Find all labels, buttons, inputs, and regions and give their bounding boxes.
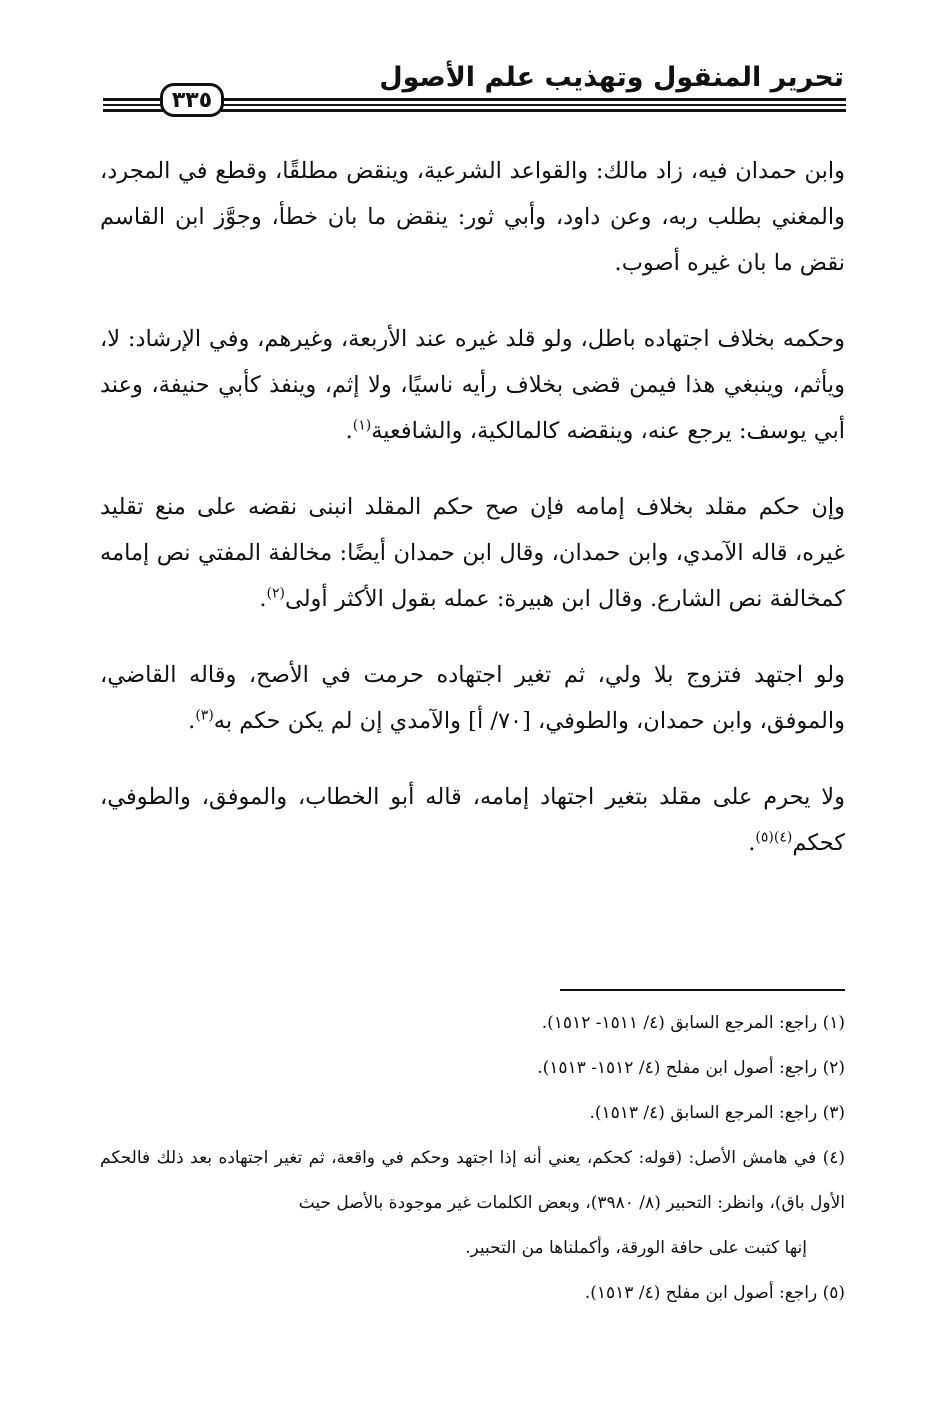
- paragraph-1-text: وابن حمدان فيه، زاد مالك: والقواعد الشرعية، وينقض مطلقًا، وقطع في المجرد، والمغني بطلب ربه، وعن داود، وأبي ثور: ينقض ما بان خطأ، وجوَّز ابن القاسم نقض ما بان غيره أصوب.: [100, 158, 845, 276]
- page-number: ٣٣٥: [160, 83, 224, 117]
- paragraph-3: [100, 484, 845, 622]
- footnote-2: (٢) راجع: أصول ابن مفلح (٤/ ١٥١٢- ١٥١٣).: [537, 1058, 845, 1078]
- paragraph-4: [100, 652, 845, 744]
- running-header-title: تحرير المنقول وتهذيب علم الأصول: [379, 62, 844, 93]
- footnote-4: (٤) في هامش الأصل: (قوله: كحكم، يعني أنه إذا اجتهد وحكم في واقعة، ثم تغير اجتهاده بعد ذلك فالحكم الأول باق)، وانظر: التحبير (٨/ ٣٩٨٠)، وبعض الكلمات غير موجودة بالأصل حيث: [100, 1148, 845, 1213]
- paragraph-2-period: .: [345, 418, 353, 444]
- paragraph-5-text: ولا يحرم على مقلد بتغير اجتهاد إمامه، قاله أبو الخطاب، والموفق، والطوفي، كحكم: [100, 784, 845, 856]
- footnote-ref-3[interactable]: (٣): [195, 707, 214, 724]
- footnote-separator: [560, 989, 845, 991]
- footnote-5: (٥) راجع: أصول ابن مفلح (٤/ ١٥١٣).: [584, 1283, 845, 1303]
- paragraph-5-period: .: [748, 830, 756, 856]
- footnote-ref-2[interactable]: (٢): [266, 585, 285, 602]
- paragraph-3-text: وإن حكم مقلد بخلاف إمامه فإن صح حكم المقلد انبنى نقضه على منع تقليد غيره، قاله الآمدي، وابن حمدان، وقال ابن حمدان أيضًا: مخالفة المفتي نص إمامه كمخالفة نص الشارع. وقال ابن هبيرة: عمله بقول الأكثر أولى: [100, 494, 845, 612]
- paragraph-4-period: .: [188, 708, 196, 734]
- paragraph-3-period: .: [259, 586, 267, 612]
- footnote-1: (١) راجع: المرجع السابق (٤/ ١٥١١- ١٥١٢).: [541, 1013, 845, 1033]
- footnotes: [100, 1001, 845, 1316]
- paragraph-1: [100, 148, 845, 286]
- paragraph-5: [100, 774, 845, 866]
- footnote-ref-4-5[interactable]: (٤)(٥): [755, 829, 793, 846]
- paragraph-2-text: وحكمه بخلاف اجتهاده باطل، ولو قلد غيره عند الأربعة، وغيرهم، وفي الإرشاد: لا، ويأثم، وينبغي هذا فيمن قضى بخلاف رأيه ناسيًا، ولا إثم، وينفذ كأبي حنيفة، وعند أبي يوسف: يرجع عنه، وينقضه كالمالكية، والشافعية: [100, 326, 845, 444]
- footnote-ref-1[interactable]: (١): [352, 417, 372, 434]
- main-text: [100, 148, 845, 896]
- footnote-3: (٣) راجع: المرجع السابق (٤/ ١٥١٣).: [589, 1103, 845, 1123]
- paragraph-2: [100, 316, 845, 454]
- paragraph-4-text: ولو اجتهد فتزوج بلا ولي، ثم تغير اجتهاده حرمت في الأصح، وقاله القاضي، والموفق، وابن حمدان، والطوفي، [٧٠/ أ] والآمدي إن لم يكن حكم به: [100, 662, 845, 734]
- footnote-4-continuation: إنها كتبت على حافة الورقة، وأكملناها من التحبير.: [465, 1238, 807, 1258]
